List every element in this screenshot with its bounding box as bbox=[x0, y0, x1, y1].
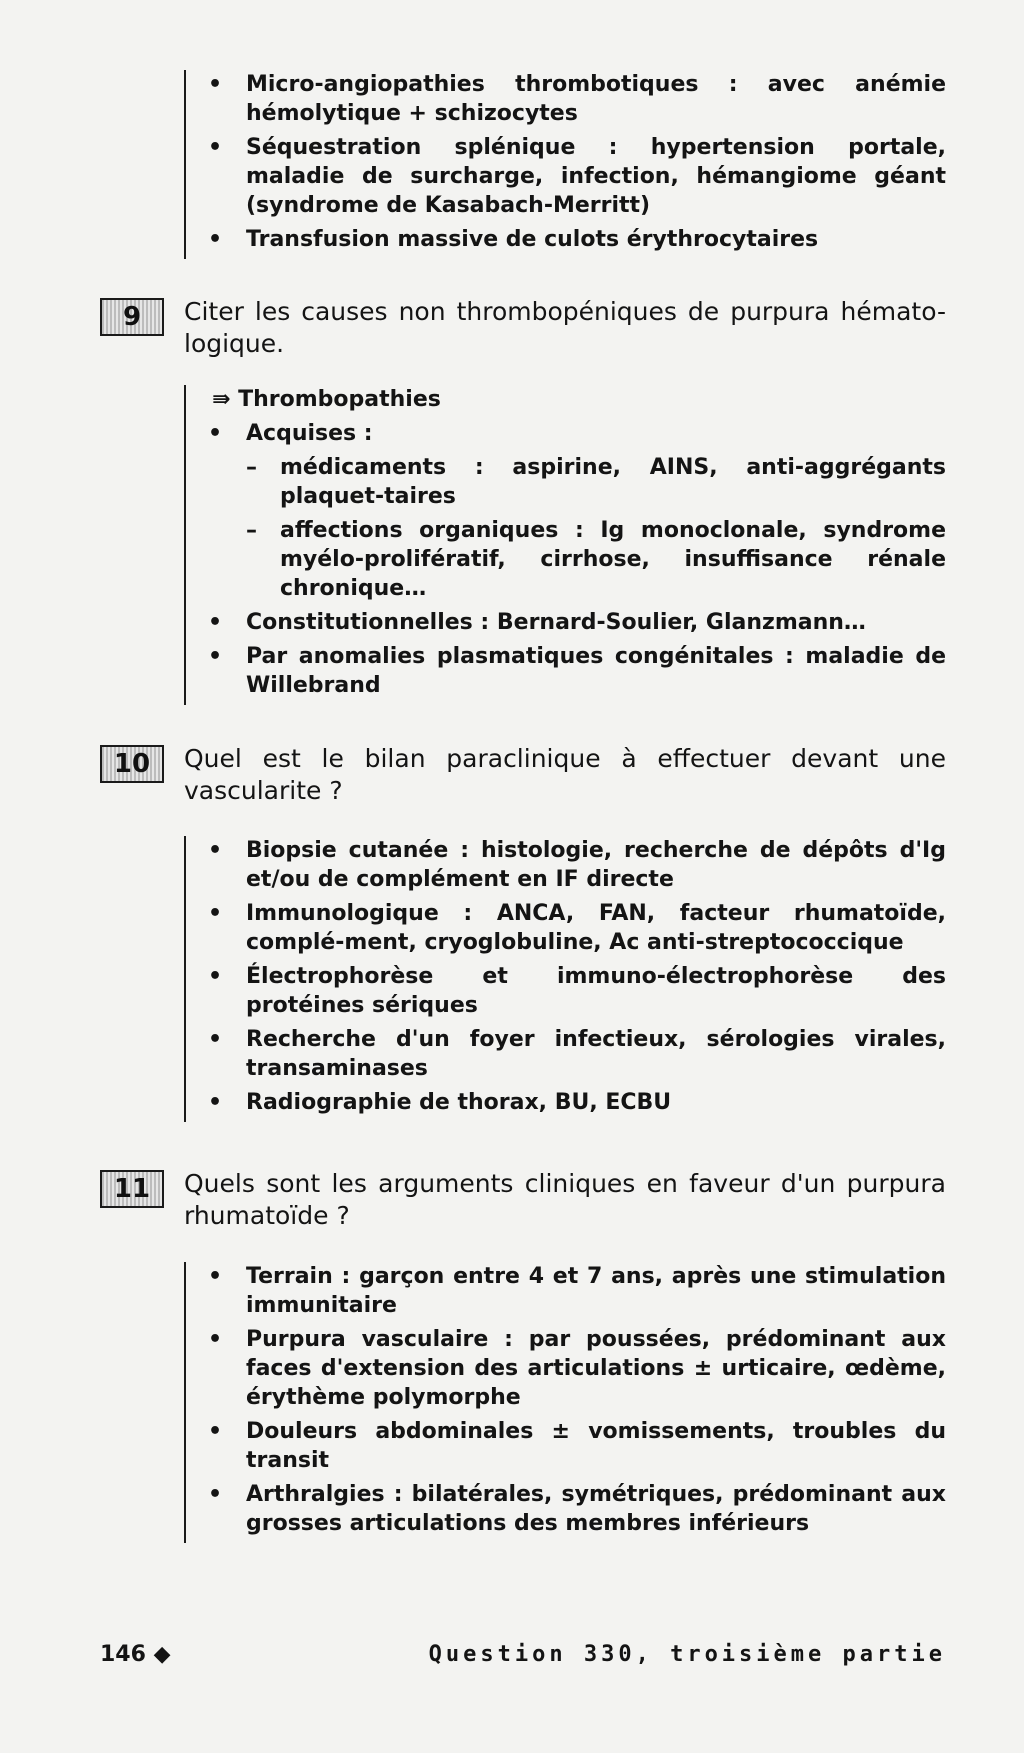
question-text: Quels sont les arguments cliniques en faveur d'un purpura rhumatoïde ? bbox=[184, 1169, 946, 1230]
list-item: • Par anomalies plasmatiques congénitales : maladie de Willebrand bbox=[208, 644, 946, 698]
list-item: • Recherche d'un foyer infectieux, sérologies virales, transaminases bbox=[208, 1027, 946, 1081]
list-item: • Transfusion massive de culots érythrocytaires bbox=[208, 227, 819, 252]
list-item: • Séquestration splénique : hypertension portale, maladie de surcharge, infection, hémangiome géant (syndrome de Kasabach-Merritt) bbox=[208, 135, 946, 218]
question-number-badge: 9 bbox=[100, 298, 164, 336]
list-item: • Douleurs abdominales ± vomissements, troubles du transit bbox=[208, 1419, 946, 1473]
question-number-badge: 10 bbox=[100, 745, 164, 783]
answer-block-q9 bbox=[184, 385, 946, 705]
question-9 bbox=[100, 296, 946, 360]
list-item: • Arthralgies : bilatérales, symétriques, prédominant aux grosses articulations des membres inférieurs bbox=[208, 1482, 946, 1536]
list-item: • Constitutionnelles : Bernard-Soulier, Glanzmann… bbox=[208, 610, 866, 635]
list-item: • Acquises : bbox=[208, 421, 373, 446]
list-item: • Électrophorèse et immuno-électrophorèse des protéines sériques bbox=[208, 964, 946, 1018]
list-item: • Terrain : garçon entre 4 et 7 ans, après une stimulation immunitaire bbox=[208, 1264, 946, 1318]
question-text: Quel est le bilan paraclinique à effectuer devant une vascularite ? bbox=[184, 744, 946, 805]
sub-list-item: – affections organiques : Ig monoclonale, syndrome myélo-prolifératif, cirrhose, insuffisance rénale chronique… bbox=[246, 518, 946, 601]
list-item: • Micro-angiopathies thrombotiques : avec anémie hémolytique + schizocytes bbox=[208, 72, 946, 126]
list-item: • Purpura vasculaire : par poussées, prédominant aux faces d'extension des articulations ± urticaire, œdème, érythème polymorphe bbox=[208, 1327, 946, 1410]
list-item: • Radiographie de thorax, BU, ECBU bbox=[208, 1090, 672, 1115]
running-title: Question 330, troisième partie bbox=[428, 1642, 946, 1667]
question-number-badge: 11 bbox=[100, 1170, 164, 1208]
section-heading: ⇛ Thrombopathies bbox=[212, 387, 441, 412]
answer-block-q11 bbox=[184, 1262, 946, 1543]
list-item: • Immunologique : ANCA, FAN, facteur rhumatoïde, complé-ment, cryoglobuline, Ac anti-streptococcique bbox=[208, 901, 946, 955]
answer-block-continuation bbox=[184, 70, 946, 259]
answer-block-q10 bbox=[184, 836, 946, 1122]
sub-list-item: – médicaments : aspirine, AINS, anti-aggrégants plaquet-taires bbox=[246, 455, 946, 509]
page-number: 146 ◆ bbox=[100, 1642, 171, 1667]
list-item: • Biopsie cutanée : histologie, recherche de dépôts d'Ig et/ou de complément en IF directe bbox=[208, 838, 946, 892]
question-text: Citer les causes non thrombopéniques de purpura hémato-logique. bbox=[184, 297, 946, 358]
question-10 bbox=[100, 743, 946, 807]
question-11 bbox=[100, 1168, 946, 1232]
